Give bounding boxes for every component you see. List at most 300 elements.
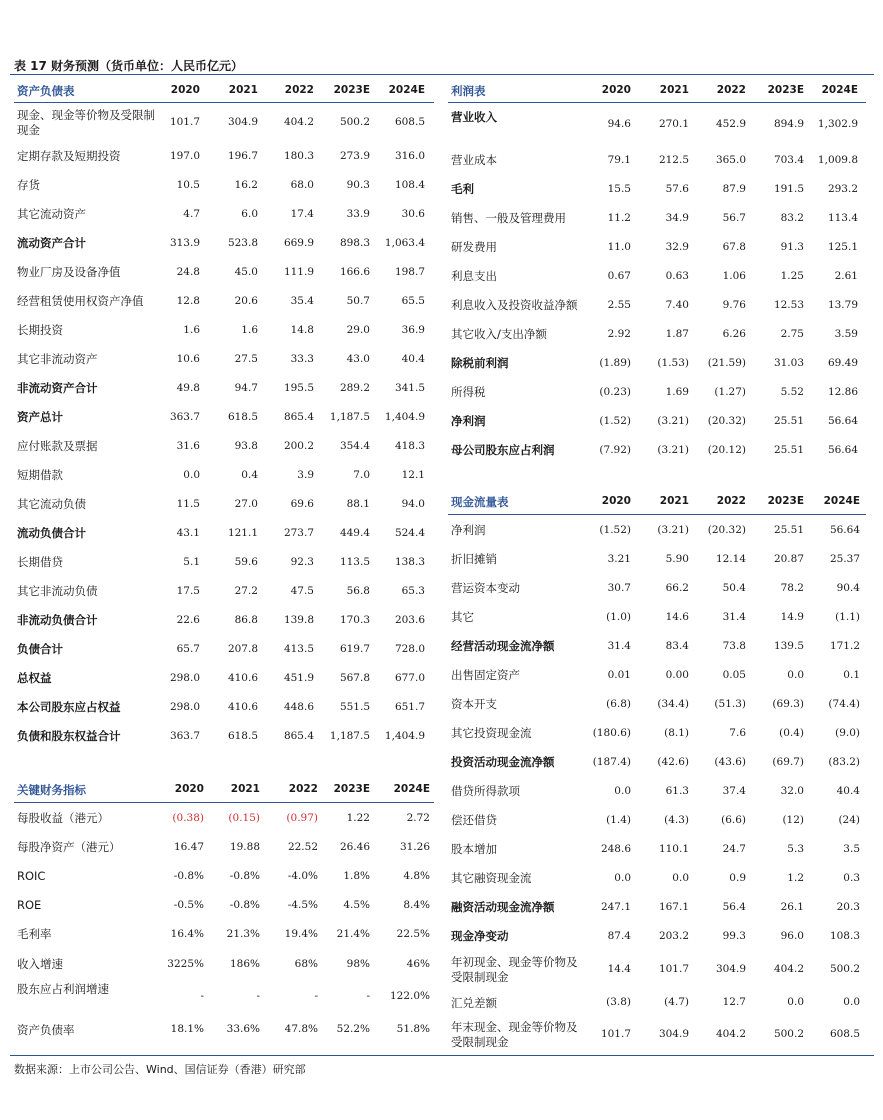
income-year-header: 2022: [716, 84, 746, 96]
cell-value: -: [366, 990, 370, 1002]
cell-value: 0.67: [607, 269, 631, 282]
table-row: [448, 806, 866, 835]
cell-value: 78.2: [780, 581, 804, 594]
cell-value: 45.0: [234, 265, 258, 278]
cell-value: (1.52): [599, 523, 631, 536]
cell-value: 5.3: [787, 842, 804, 855]
cell-value: 122.0%: [389, 990, 430, 1002]
cell-value: 27.5: [234, 352, 258, 365]
table-title: 表 17 财务预测（货币单位：人民币亿元）: [14, 59, 244, 73]
cell-value: (69.7): [772, 755, 804, 768]
cell-value: 22.5%: [396, 927, 430, 940]
cell-value: 3.9: [297, 468, 314, 481]
table-row: [448, 864, 866, 893]
balance-sheet-table: [14, 80, 434, 750]
cell-value: 618.5: [227, 410, 258, 423]
cell-value: 93.8: [234, 439, 258, 452]
row-label: 经营租赁使用权资产净值: [17, 294, 144, 308]
cell-value: 10.5: [176, 178, 200, 191]
cell-value: 4.5%: [343, 898, 370, 911]
cell-value: 619.7: [339, 642, 370, 655]
cell-value: 49.8: [176, 381, 200, 394]
cell-value: 677.0: [394, 671, 425, 684]
cell-value: 703.4: [773, 153, 804, 166]
cell-value: 25.51: [773, 414, 804, 427]
cell-value: 191.5: [773, 182, 804, 195]
key-ratios-table: [14, 778, 434, 1053]
table-row: [14, 577, 434, 606]
cell-value: (34.4): [657, 697, 689, 710]
cell-value: -0.8%: [229, 869, 260, 882]
table-row: [448, 233, 866, 262]
cell-value: 13.79: [827, 298, 858, 311]
table-row: [14, 635, 434, 664]
cell-value: 7.40: [665, 298, 689, 311]
cell-value: 2.75: [780, 327, 804, 340]
cell-value: 404.2: [773, 963, 804, 975]
row-label: 经营活动现金流净额: [451, 639, 555, 653]
row-label: 年末现金、现金等价物及受限制现金: [451, 1020, 578, 1049]
cell-value: 16.47: [173, 840, 204, 853]
cell-value: 66.2: [665, 581, 689, 594]
cell-value: 90.3: [346, 178, 370, 191]
income-header-label: 利润表: [451, 83, 486, 98]
row-label: 定期存款及短期投资: [17, 149, 121, 163]
table-row: [14, 693, 434, 722]
cell-value: 4.8%: [403, 869, 430, 882]
cell-value: (42.6): [657, 755, 689, 768]
row-label: 总权益: [17, 671, 52, 685]
row-label: 其它收入/支出净额: [451, 327, 547, 341]
table-row: [14, 519, 434, 548]
cell-value: 6.0: [241, 207, 258, 220]
cell-value: 180.3: [283, 149, 314, 162]
row-label: 毛利: [451, 182, 474, 196]
row-label: 股东应占利润增速: [17, 982, 109, 996]
cell-value: 196.7: [227, 149, 258, 162]
income-statement-table: [448, 80, 866, 460]
cell-value: 94.0: [401, 497, 425, 510]
cell-value: (1.52): [599, 414, 631, 427]
cell-value: 11.0: [607, 240, 631, 253]
cell-value: 50.4: [722, 581, 746, 594]
cell-value: 31.26: [399, 840, 430, 853]
cell-value: 88.1: [346, 497, 370, 510]
cell-value: 68%: [294, 957, 318, 970]
cell-value: (9.0): [835, 726, 860, 739]
cell-value: 21.4%: [336, 927, 370, 940]
cell-value: 33.9: [346, 207, 370, 220]
cell-value: 31.03: [773, 356, 804, 369]
cell-value: 111.9: [283, 265, 314, 278]
cell-value: 37.4: [722, 784, 746, 797]
cell-value: 14.9: [780, 610, 804, 623]
cell-value: 1,187.5: [329, 410, 370, 423]
cell-value: 69.49: [827, 356, 858, 369]
cell-value: 31.4: [722, 610, 746, 623]
table-row: [448, 436, 866, 465]
cell-value: (1.1): [835, 610, 860, 623]
row-label: 长期借贷: [17, 555, 63, 569]
cell-value: 363.7: [169, 410, 200, 423]
cell-value: (69.3): [772, 697, 804, 710]
cell-value: (20.12): [707, 443, 746, 456]
income-year-header: 2023E: [767, 84, 804, 96]
row-label: 资本开支: [451, 697, 497, 711]
cell-value: 0.63: [665, 269, 689, 282]
row-label: 其它流动负债: [17, 497, 86, 511]
cell-value: 18.1%: [170, 1023, 204, 1035]
cell-value: 1.06: [722, 269, 746, 282]
table-row: [448, 632, 866, 661]
cell-value: 52.2%: [336, 1023, 370, 1035]
cell-value: 121.1: [227, 526, 258, 539]
cell-value: 0.4: [241, 468, 258, 481]
cell-value: 12.1: [401, 468, 425, 481]
cell-value: 87.9: [722, 182, 746, 195]
cell-value: 56.64: [827, 414, 858, 427]
cell-value: 50.7: [346, 294, 370, 307]
cashflow-header-rule: [448, 514, 866, 515]
cell-value: 11.2: [607, 211, 631, 224]
table-row: [14, 432, 434, 461]
cell-value: 341.5: [394, 381, 425, 394]
cell-value: 524.4: [394, 526, 425, 539]
data-source-note: 数据来源：上市公司公告、Wind、国信证券（香港）研究部: [14, 1063, 306, 1076]
row-label: 其它: [451, 610, 474, 624]
cell-value: 47.5: [290, 584, 314, 597]
income-year-header: 2021: [659, 84, 689, 96]
cell-value: (4.7): [664, 996, 689, 1008]
cell-value: 0.0: [843, 996, 860, 1008]
cell-value: -4.0%: [287, 869, 318, 882]
cell-value: 410.6: [227, 671, 258, 684]
row-label: 融资活动现金流净额: [451, 900, 555, 914]
row-label: 折旧摊销: [451, 552, 497, 566]
cell-value: 46%: [406, 957, 430, 970]
cell-value: 110.1: [658, 842, 689, 855]
row-label: 短期借款: [17, 468, 63, 482]
row-label: 流动资产合计: [17, 236, 86, 250]
cell-value: 1,009.8: [817, 153, 858, 166]
row-label: 所得税: [451, 385, 486, 399]
row-label: 非流动负债合计: [17, 613, 98, 627]
cell-value: 207.8: [227, 642, 258, 655]
cell-value: 316.0: [394, 149, 425, 162]
table-row: [14, 891, 434, 920]
ratios-year-header: 2022: [288, 783, 318, 795]
income-year-header: 2020: [601, 84, 631, 96]
cell-value: 139.5: [773, 639, 804, 652]
cell-value: 608.5: [394, 116, 425, 128]
cell-value: 1,404.9: [384, 729, 425, 742]
cell-value: 12.86: [827, 385, 858, 398]
cell-value: 1.6: [241, 323, 258, 336]
cell-value: 728.0: [394, 642, 425, 655]
cell-value: 1.87: [665, 327, 689, 340]
cell-value: 26.46: [339, 840, 370, 853]
row-label: 母公司股东应占利润: [451, 443, 555, 457]
cell-value: -0.8%: [229, 898, 260, 911]
cell-value: 7.0: [353, 468, 370, 481]
cell-value: 651.7: [394, 700, 425, 713]
table-row: [448, 320, 866, 349]
cell-value: 1,302.9: [817, 118, 858, 130]
cashflow-table: [448, 490, 866, 1055]
cell-value: -: [256, 990, 260, 1002]
cell-value: 36.9: [401, 323, 425, 336]
cell-value: 56.64: [829, 523, 860, 536]
row-label: 营业收入: [451, 110, 497, 124]
cell-value: 2.61: [834, 269, 858, 282]
table-row: [14, 606, 434, 635]
table-row: [448, 690, 866, 719]
cell-value: 24.8: [176, 265, 200, 278]
cell-value: 113.4: [827, 211, 858, 224]
cell-value: 31.4: [607, 639, 631, 652]
cell-value: 56.64: [827, 443, 858, 456]
cell-value: 6.26: [722, 327, 746, 340]
row-label: 偿还借贷: [451, 813, 497, 827]
cell-value: 22.52: [287, 840, 318, 853]
cell-value: (4.3): [664, 813, 689, 826]
cell-value: 35.4: [290, 294, 314, 307]
cell-value: (8.1): [664, 726, 689, 739]
cell-value: 449.4: [339, 526, 370, 539]
cell-value: 0.01: [607, 668, 631, 681]
cell-value: 56.8: [346, 584, 370, 597]
cell-value: (6.8): [606, 697, 631, 710]
cell-value: 1,404.9: [384, 410, 425, 423]
table-row: [448, 175, 866, 204]
cell-value: 20.3: [836, 900, 860, 913]
cell-value: 0.0: [614, 871, 631, 884]
cell-value: 47.8%: [284, 1023, 318, 1035]
cell-value: (83.2): [828, 755, 860, 768]
cell-value: 87.4: [607, 929, 631, 942]
cell-value: 608.5: [829, 1028, 860, 1040]
cell-value: 198.7: [394, 265, 425, 278]
cell-value: 101.7: [600, 1028, 631, 1040]
cell-value: 365.0: [715, 153, 746, 166]
cell-value: 21.3%: [226, 927, 260, 940]
table-row: [14, 920, 434, 949]
cell-value: (7.92): [599, 443, 631, 456]
cell-value: (1.27): [714, 385, 746, 398]
cell-value: 1.69: [665, 385, 689, 398]
table-row: [448, 1017, 866, 1053]
row-label: 每股收益（港元）: [17, 811, 109, 825]
cell-value: 500.2: [773, 1028, 804, 1040]
cell-value: (1.0): [606, 610, 631, 623]
row-label: 研发费用: [451, 240, 497, 254]
cell-value: (187.4): [592, 755, 631, 768]
row-label: 净利润: [451, 523, 486, 537]
cell-value: (51.3): [714, 697, 746, 710]
cell-value: 865.4: [283, 729, 314, 742]
cell-value: 248.6: [600, 842, 631, 855]
table-row: [448, 922, 866, 951]
cell-value: -0.8%: [173, 869, 204, 882]
cell-value: 83.4: [665, 639, 689, 652]
row-label: 年初现金、现金等价物及受限制现金: [451, 955, 578, 984]
cashflow-header-label: 现金流量表: [451, 494, 509, 509]
row-label: 负债和股东权益合计: [17, 729, 121, 743]
row-label: 物业厂房及设备净值: [17, 265, 121, 279]
cell-value: 197.0: [169, 149, 200, 162]
table-row: [14, 722, 434, 751]
cashflow-year-header: 2024E: [823, 495, 860, 507]
cell-value: 25.37: [829, 552, 860, 565]
cell-value: 451.9: [283, 671, 314, 684]
cell-value: 12.7: [722, 996, 746, 1008]
cell-value: 418.3: [394, 439, 425, 452]
cell-value: 12.8: [176, 294, 200, 307]
table-row: [14, 548, 434, 577]
cell-value: -: [200, 990, 204, 1002]
cell-value: 0.0: [787, 668, 804, 681]
cell-value: 30.7: [607, 581, 631, 594]
table-row: [14, 949, 434, 980]
cell-value: 0.9: [729, 871, 746, 884]
cell-value: 298.0: [169, 671, 200, 684]
cell-value: (43.6): [714, 755, 746, 768]
row-label: 投资活动现金流净额: [451, 755, 555, 769]
cell-value: 2.55: [607, 298, 631, 311]
cell-value: 3225%: [167, 957, 204, 970]
cell-value: 92.3: [290, 555, 314, 568]
table-row: [448, 545, 866, 574]
cell-value: 313.9: [169, 236, 200, 249]
cell-value: 94.6: [607, 118, 631, 130]
cell-value: 894.9: [773, 118, 804, 130]
row-label: 出售固定资产: [451, 668, 520, 682]
cell-value: 0.0: [672, 871, 689, 884]
cell-value: 0.3: [843, 871, 860, 884]
cell-value: 1,063.4: [384, 236, 425, 249]
cell-value: 30.6: [401, 207, 425, 220]
table-row: [14, 490, 434, 519]
row-label: ROIC: [17, 869, 46, 883]
ratios-year-header: 2024E: [393, 783, 430, 795]
row-label: 其它流动资产: [17, 207, 86, 221]
cell-value: 69.6: [290, 497, 314, 510]
cell-value: (1.4): [606, 813, 631, 826]
cell-value: 0.0: [183, 468, 200, 481]
table-row: [14, 200, 434, 229]
cell-value: 24.7: [722, 842, 746, 855]
cell-value: 29.0: [346, 323, 370, 336]
cell-value: 17.4: [290, 207, 314, 220]
table-row: [448, 146, 866, 175]
cell-value: 5.90: [665, 552, 689, 565]
cell-value: 138.3: [394, 555, 425, 568]
cell-value: 186%: [229, 957, 260, 970]
table-row: [448, 951, 866, 989]
row-label: 资产负债率: [17, 1022, 75, 1037]
ratios-year-header: 2023E: [333, 783, 370, 795]
cell-value: 0.00: [665, 668, 689, 681]
cell-value: 500.2: [829, 963, 860, 975]
cell-value: 20.87: [773, 552, 804, 565]
cell-value: 304.9: [658, 1028, 689, 1040]
cell-value: 3.21: [607, 552, 631, 565]
cell-value: 79.1: [607, 153, 631, 166]
table-row: [14, 345, 434, 374]
cell-value: (24): [838, 813, 860, 826]
cell-value: (6.6): [721, 813, 746, 826]
cell-value: 56.7: [722, 211, 746, 224]
cell-value: 1,187.5: [329, 729, 370, 742]
table-row: [14, 804, 434, 833]
cell-value: 83.2: [780, 211, 804, 224]
balance-year-header: 2021: [228, 84, 258, 96]
cell-value: 0.0: [787, 996, 804, 1008]
cell-value: 40.4: [401, 352, 425, 365]
cell-value: 27.0: [234, 497, 258, 510]
cell-value: 90.4: [836, 581, 860, 594]
cell-value: 32.9: [665, 240, 689, 253]
row-label: 负债合计: [17, 642, 63, 656]
cell-value: (20.32): [707, 523, 746, 536]
cell-value: 567.8: [339, 671, 370, 684]
cell-value: 57.6: [665, 182, 689, 195]
ratios-header-row: [14, 778, 434, 802]
row-label: 现金净变动: [451, 929, 509, 943]
balance-year-header: 2024E: [388, 84, 425, 96]
ratios-year-header: 2020: [174, 783, 204, 795]
cell-value: 139.8: [283, 613, 314, 626]
cashflow-year-header: 2023E: [767, 495, 804, 507]
cell-value: 212.5: [658, 153, 689, 166]
table-row: [448, 777, 866, 806]
cell-value: 448.6: [283, 700, 314, 713]
cell-value: 108.4: [394, 178, 425, 191]
row-label: 营运资本变动: [451, 581, 520, 595]
cell-value: 1.2: [787, 871, 804, 884]
cell-value: 15.5: [607, 182, 631, 195]
cell-value: 171.2: [829, 639, 860, 652]
income-header-row: [448, 80, 866, 102]
cell-value: (12): [782, 813, 804, 826]
cell-value: 125.1: [827, 240, 858, 253]
balance-year-header: 2023E: [333, 84, 370, 96]
cell-value: 363.7: [169, 729, 200, 742]
row-label: 汇兑差额: [451, 995, 497, 1010]
table-row: [448, 603, 866, 632]
cell-value: 14.8: [290, 323, 314, 336]
table-row: [448, 104, 866, 146]
cell-value: 25.51: [773, 523, 804, 536]
cell-value: 7.6: [729, 726, 746, 739]
cell-value: 26.1: [780, 900, 804, 913]
table-row: [448, 835, 866, 864]
cell-value: 43.0: [346, 352, 370, 365]
table-row: [448, 893, 866, 922]
cell-value: 59.6: [234, 555, 258, 568]
cashflow-year-header: 2021: [659, 495, 689, 507]
cell-value: 247.1: [600, 900, 631, 913]
table-row: [448, 574, 866, 603]
cell-value: 43.1: [176, 526, 200, 539]
cell-value: (180.6): [592, 726, 631, 739]
row-label: 利息收入及投资收益净额: [451, 298, 578, 312]
table-row: [14, 229, 434, 258]
table-row: [14, 104, 434, 142]
table-row: [448, 407, 866, 436]
cell-value: 195.5: [283, 381, 314, 394]
cell-value: 1.22: [346, 811, 370, 824]
